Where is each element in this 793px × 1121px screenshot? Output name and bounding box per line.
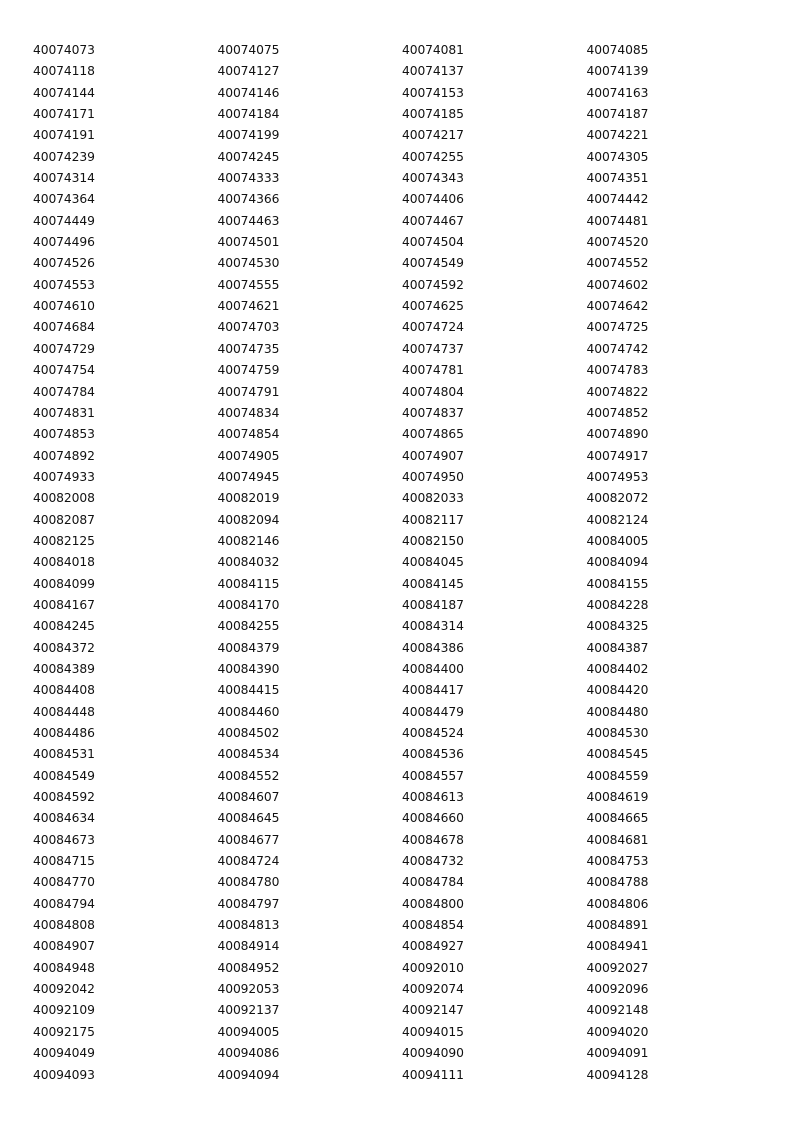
number-cell: 40094005 [217,1024,280,1039]
number-cell: 40074625 [402,299,464,314]
number-cell: 40074199 [217,128,280,143]
number-cell: 40084788 [586,875,649,890]
number-cell: 40082008 [33,491,95,506]
number-cell: 40084559 [586,768,649,783]
number-cell: 40082146 [217,533,280,548]
number-cell: 40074933 [33,469,95,484]
number-cell: 40084448 [33,704,95,719]
number-cell: 40084619 [586,790,649,805]
number-cell: 40084390 [217,661,280,676]
number-cell: 40084613 [402,790,464,805]
number-cell: 40084115 [217,576,280,591]
number-cell: 40084780 [217,875,280,890]
number-grid [33,40,773,1086]
number-cell: 40084099 [33,576,95,591]
number-cell: 40074191 [33,128,95,143]
number-cell: 40074837 [402,405,464,420]
number-cell: 40092109 [33,1003,95,1018]
number-cell: 40074735 [217,341,280,356]
number-cell: 40074684 [33,320,95,335]
number-cell: 40092137 [217,1003,280,1018]
number-cell: 40082117 [402,512,464,527]
number-cell: 40074822 [586,384,649,399]
number-cell: 40074333 [217,171,280,186]
number-cell: 40074890 [586,427,649,442]
number-cell: 40074073 [33,43,95,57]
number-cell: 40074729 [33,341,95,356]
number-cell: 40084770 [33,875,95,890]
number-cell: 40084634 [33,811,95,826]
number-cell: 40074153 [402,85,464,100]
number-cell: 40084941 [586,939,649,954]
number-cell: 40084389 [33,661,95,676]
number-cell: 40084808 [33,918,95,933]
number-cell: 40084032 [217,555,280,570]
number-cell: 40074137 [402,64,464,79]
number-cell: 40074314 [33,171,95,186]
number-cell: 40084660 [402,811,464,826]
number-cell: 40084415 [217,683,280,698]
number-cell: 40074085 [586,43,649,57]
number-cell: 40084400 [402,661,464,676]
number-cell: 40094086 [217,1046,280,1061]
number-cell: 40084255 [217,619,280,634]
number-cell: 40084486 [33,726,95,740]
number-cell: 40074520 [586,235,649,250]
number-cell: 40082124 [586,512,649,527]
number-cell: 40094094 [217,1067,280,1082]
number-cell: 40082072 [586,491,649,506]
number-cell: 40074221 [586,128,649,143]
number-cell: 40084665 [586,811,649,826]
number-cell: 40082125 [33,533,95,548]
number-cell: 40084813 [217,918,280,933]
number-cell: 40074467 [402,213,464,228]
number-cell: 40074642 [586,299,649,314]
number-cell: 40092096 [586,982,649,997]
number-cell: 40094093 [33,1067,95,1082]
number-cell: 40074917 [586,448,649,463]
number-cell: 40074610 [33,299,95,314]
number-cell: 40074602 [586,277,649,292]
number-cell: 40074552 [586,256,649,271]
number-cell: 40074852 [586,405,649,420]
number-cell: 40084387 [586,640,649,655]
number-cell: 40074950 [402,469,464,484]
number-cell: 40084806 [586,896,649,911]
number-cell: 40082033 [402,491,464,506]
number-cell: 40094015 [402,1024,464,1039]
number-cell: 40074496 [33,235,95,250]
number-cell: 40084948 [33,960,95,975]
number-cell: 40084681 [586,832,649,847]
number-cell: 40074449 [33,213,95,228]
number-cell: 40074187 [586,107,649,122]
number-cell: 40084379 [217,640,280,655]
number-cell: 40074144 [33,85,95,100]
number-cell: 40074553 [33,277,95,292]
number-cell: 40074463 [217,213,280,228]
number-cell: 40074703 [217,320,280,335]
number-cell: 40084420 [586,683,649,698]
number-cell: 40074737 [402,341,464,356]
number-cell: 40094128 [586,1067,649,1082]
number-cell: 40074754 [33,363,95,378]
number-cell: 40084907 [33,939,95,954]
number-cell: 40084645 [217,811,280,826]
number-cell: 40074592 [402,277,464,292]
number-cell: 40074139 [586,64,649,79]
number-cell: 40074853 [33,427,95,442]
number-cell: 40074783 [586,363,649,378]
number-cell: 40074406 [402,192,464,207]
number-cell: 40084524 [402,726,464,740]
number-cell: 40074343 [402,171,464,186]
number-cell: 40084784 [402,875,464,890]
number-cell: 40084479 [402,704,464,719]
number-cell: 40084325 [586,619,649,634]
number-cell: 40082019 [217,491,280,506]
number-cell: 40084677 [217,832,280,847]
number-cell: 40074831 [33,405,95,420]
number-cell: 40092148 [586,1003,649,1018]
number-cell: 40074725 [586,320,649,335]
number-cell: 40074245 [217,149,280,164]
number-cell: 40074804 [402,384,464,399]
number-cell: 40074724 [402,320,464,335]
number-cell: 40074526 [33,256,95,271]
number-cell: 40092010 [402,960,464,975]
number-cell: 40074366 [217,192,280,207]
number-cell: 40074501 [217,235,280,250]
number-cell: 40074791 [217,384,280,399]
number-cell: 40074442 [586,192,649,207]
number-cell: 40074146 [217,85,280,100]
number-cell: 40092053 [217,982,280,997]
number-cell: 40084145 [402,576,464,591]
number-cell: 40084155 [586,576,649,591]
number-cell: 40084891 [586,918,649,933]
number-cell: 40084753 [586,854,649,869]
number-cell: 40074163 [586,85,649,100]
number-cell: 40084386 [402,640,464,655]
number-cell: 40084927 [402,939,464,954]
number-cell: 40084794 [33,896,95,911]
number-cell: 40084732 [402,854,464,869]
number-cell: 40074907 [402,448,464,463]
number-cell: 40084545 [586,747,649,762]
number-cell: 40092042 [33,982,95,997]
number-cell: 40084724 [217,854,280,869]
number-cell: 40084005 [586,533,649,548]
number-cell: 40084167 [33,597,95,612]
number-cell: 40084797 [217,896,280,911]
number-cell: 40094049 [33,1046,95,1061]
number-cell: 40074865 [402,427,464,442]
number-cell: 40094020 [586,1024,649,1039]
number-cell: 40082094 [217,512,280,527]
number-cell: 40074555 [217,277,280,292]
number-cell: 40084094 [586,555,649,570]
number-cell: 40084607 [217,790,280,805]
number-cell: 40092074 [402,982,464,997]
number-cell: 40084531 [33,747,95,762]
number-cell: 40084854 [402,918,464,933]
number-cell: 40084417 [402,683,464,698]
number-cell: 40094090 [402,1046,464,1061]
number-cell: 40074351 [586,171,649,186]
number-cell: 40094091 [586,1046,649,1061]
number-cell: 40074184 [217,107,280,122]
number-cell: 40074171 [33,107,95,122]
number-cell: 40084018 [33,555,95,570]
number-cell: 40084534 [217,747,280,762]
number-cell: 40074834 [217,405,280,420]
number-cell: 40074784 [33,384,95,399]
number-cell: 40084170 [217,597,280,612]
number-cell: 40084228 [586,597,649,612]
number-cell: 40084187 [402,597,464,612]
number-cell: 40084045 [402,555,464,570]
number-cell: 40074742 [586,341,649,356]
number-cell: 40092147 [402,1003,464,1018]
number-cell: 40074759 [217,363,280,378]
number-cell: 40074081 [402,43,464,57]
number-cell: 40074481 [586,213,649,228]
number-cell: 40084402 [586,661,649,676]
number-cell: 40074549 [402,256,464,271]
number-cell: 40084372 [33,640,95,655]
number-cell: 40084952 [217,960,280,975]
number-cell: 40082087 [33,512,95,527]
number-cell: 40074905 [217,448,280,463]
number-cell: 40074118 [33,64,95,79]
number-cell: 40084502 [217,726,280,740]
number-cell: 40074185 [402,107,464,122]
number-cell: 40074075 [217,43,280,57]
number-cell: 40084460 [217,704,280,719]
number-cell: 40084480 [586,704,649,719]
number-cell: 40084715 [33,854,95,869]
number-cell: 40074530 [217,256,280,271]
number-cell: 40074892 [33,448,95,463]
number-cell: 40084408 [33,683,95,698]
number-cell: 40084552 [217,768,280,783]
number-cell: 40074504 [402,235,464,250]
number-cell: 40094111 [402,1067,464,1082]
number-cell: 40074255 [402,149,464,164]
number-cell: 40074364 [33,192,95,207]
number-cell: 40084557 [402,768,464,783]
number-cell: 40092175 [33,1024,95,1039]
number-cell: 40074953 [586,469,649,484]
number-cell: 40074945 [217,469,280,484]
number-cell: 40084800 [402,896,464,911]
number-cell: 40074854 [217,427,280,442]
number-cell: 40084914 [217,939,280,954]
number-cell: 40074127 [217,64,280,79]
number-cell: 40074239 [33,149,95,164]
number-cell: 40084245 [33,619,95,634]
number-cell: 40074781 [402,363,464,378]
number-cell: 40074621 [217,299,280,314]
number-cell: 40084314 [402,619,464,634]
number-cell: 40084530 [586,726,649,740]
number-cell: 40074305 [586,149,649,164]
number-cell: 40084678 [402,832,464,847]
number-cell: 40074217 [402,128,464,143]
number-cell: 40084549 [33,768,95,783]
number-cell: 40092027 [586,960,649,975]
number-cell: 40084673 [33,832,95,847]
number-cell: 40084592 [33,790,95,805]
number-cell: 40084536 [402,747,464,762]
number-cell: 40082150 [402,533,464,548]
